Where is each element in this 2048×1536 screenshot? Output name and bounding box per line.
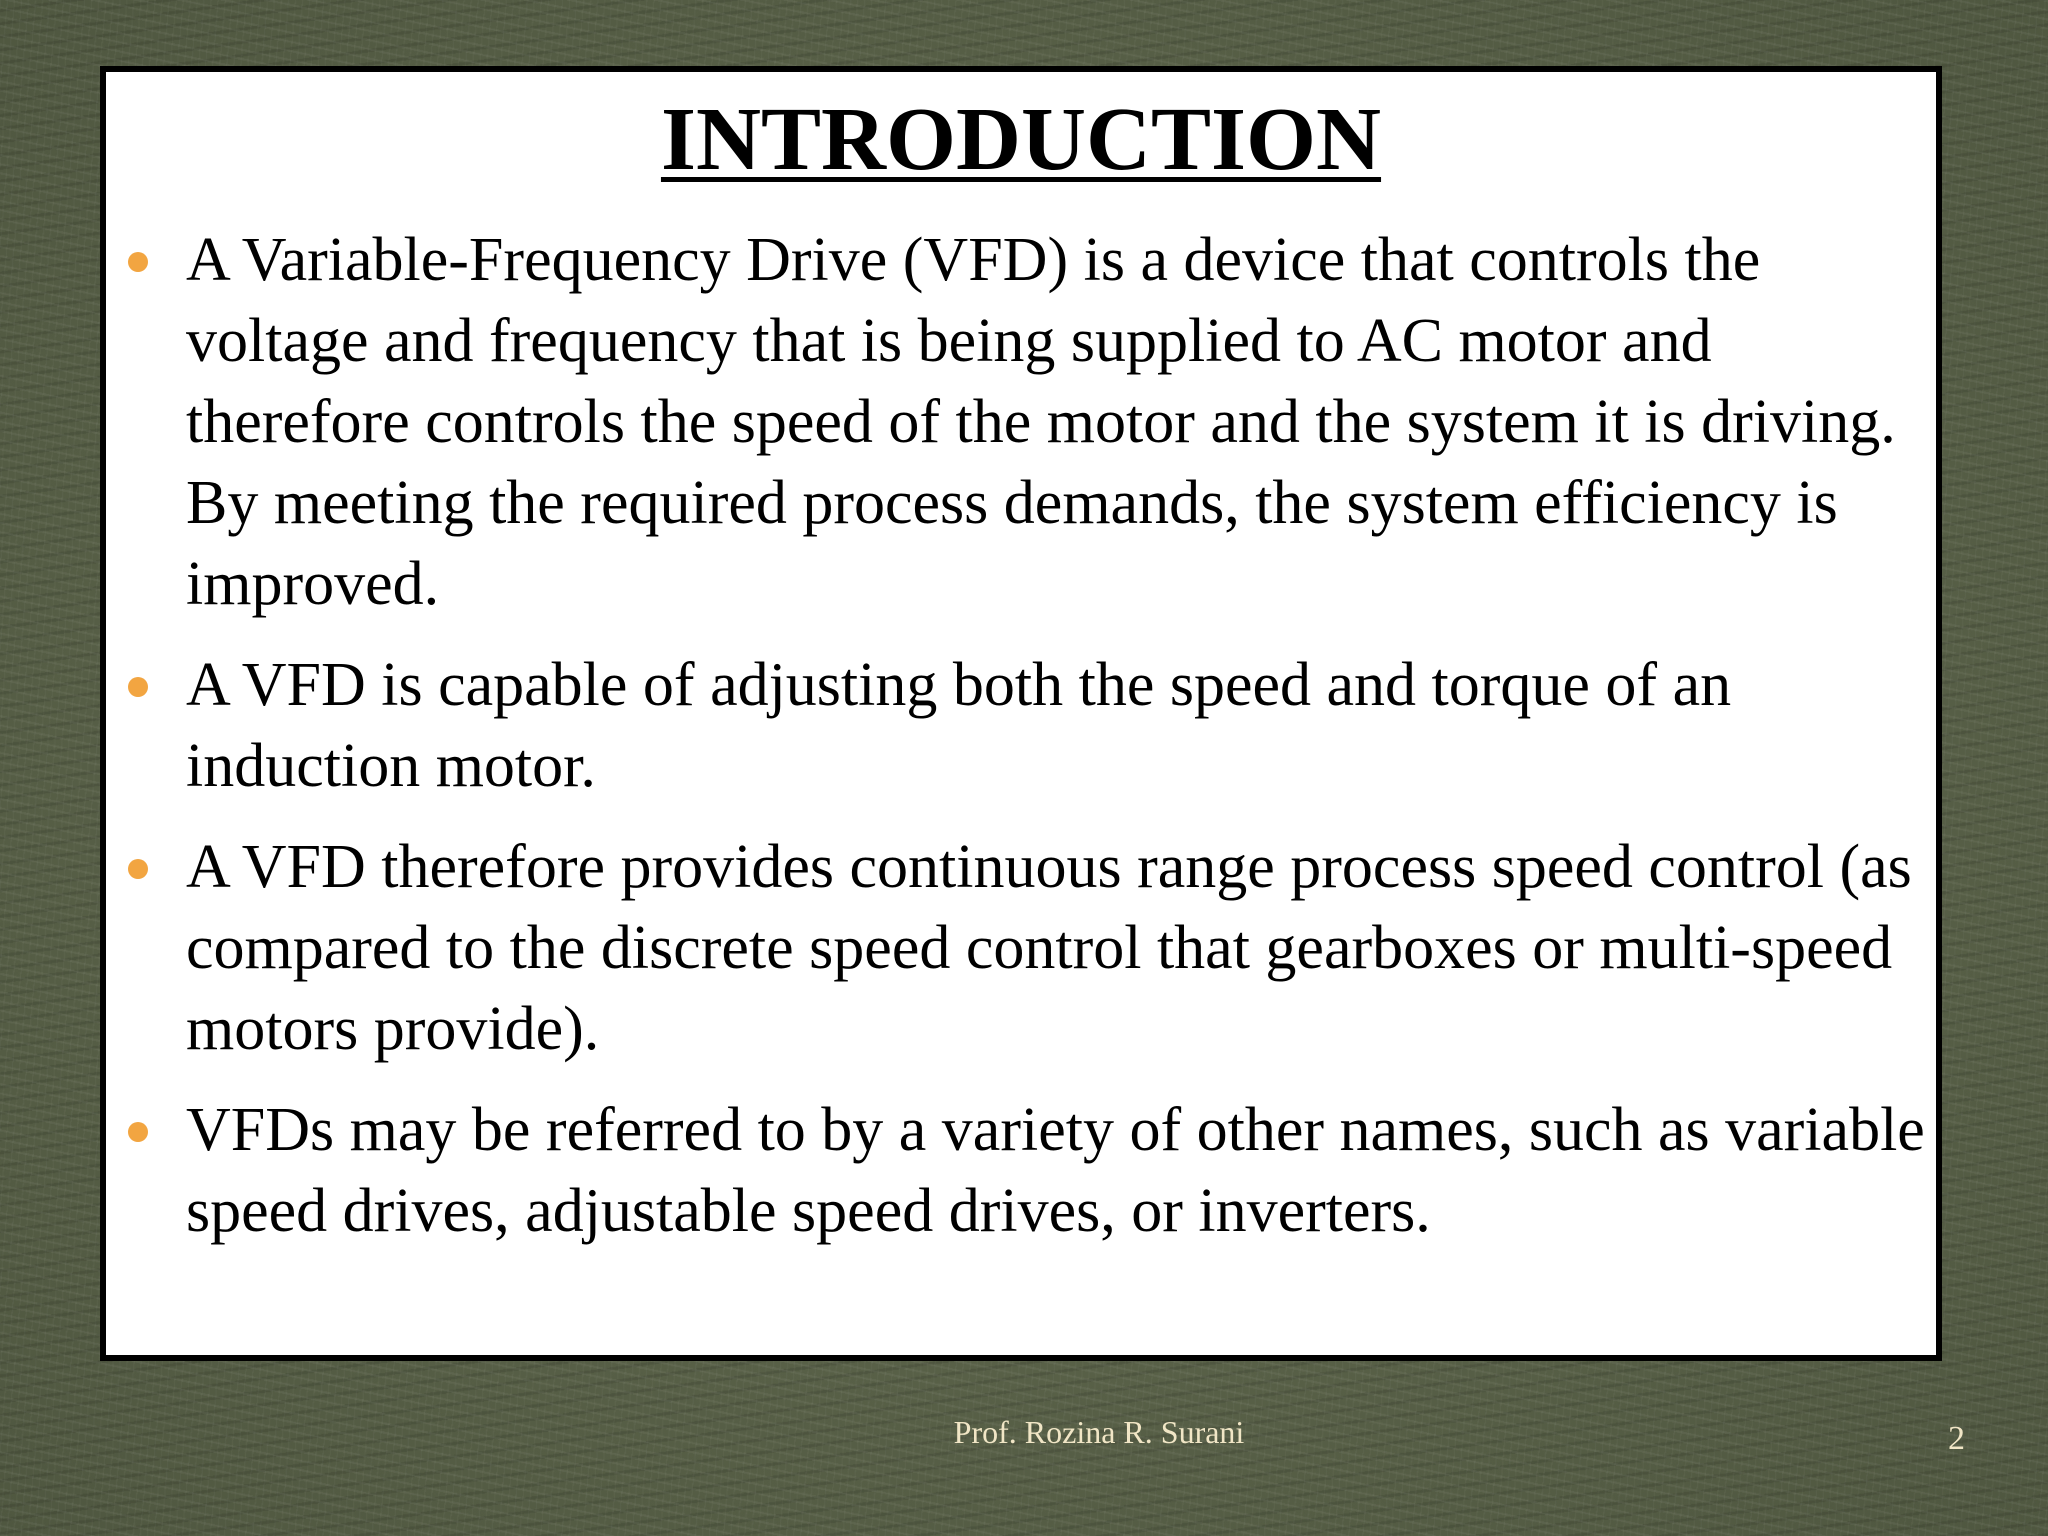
slide-title-text: INTRODUCTION [660, 90, 1382, 189]
bullet-text: A VFD is capable of adjusting both the speed and torque of an induction motor. [186, 651, 1732, 800]
bullet-list [106, 220, 1936, 1272]
bullet-text: VFDs may be referred to by a variety of other names, such as variable speed drives, adjustable speed drives, or inverters. [186, 1096, 1925, 1245]
bullet-dot-icon [128, 252, 148, 272]
slide-title [106, 90, 1936, 190]
bullet-dot-icon [128, 859, 148, 879]
bullet-text: A Variable-Frequency Drive (VFD) is a device that controls the voltage and frequency that is being supplied to AC motor and therefore controls the speed of the motor and the system it is driving. By meeting the required process demands, the system efficiency is improved. [186, 226, 1896, 618]
page-number: 2 [1948, 1420, 1965, 1457]
bullet-item [106, 645, 1936, 807]
bullet-dot-icon [128, 677, 148, 697]
bullet-text: A VFD therefore provides continuous range process speed control (as compared to the discrete speed control that gearboxes or multi-speed motors provide). [186, 833, 1912, 1063]
bullet-item [106, 827, 1936, 1070]
bullet-item [106, 220, 1936, 625]
slide-content-panel [100, 66, 1942, 1361]
bullet-dot-icon [128, 1122, 148, 1142]
footer-author: Prof. Rozina R. Surani [953, 1414, 1245, 1450]
bullet-item [106, 1090, 1936, 1252]
